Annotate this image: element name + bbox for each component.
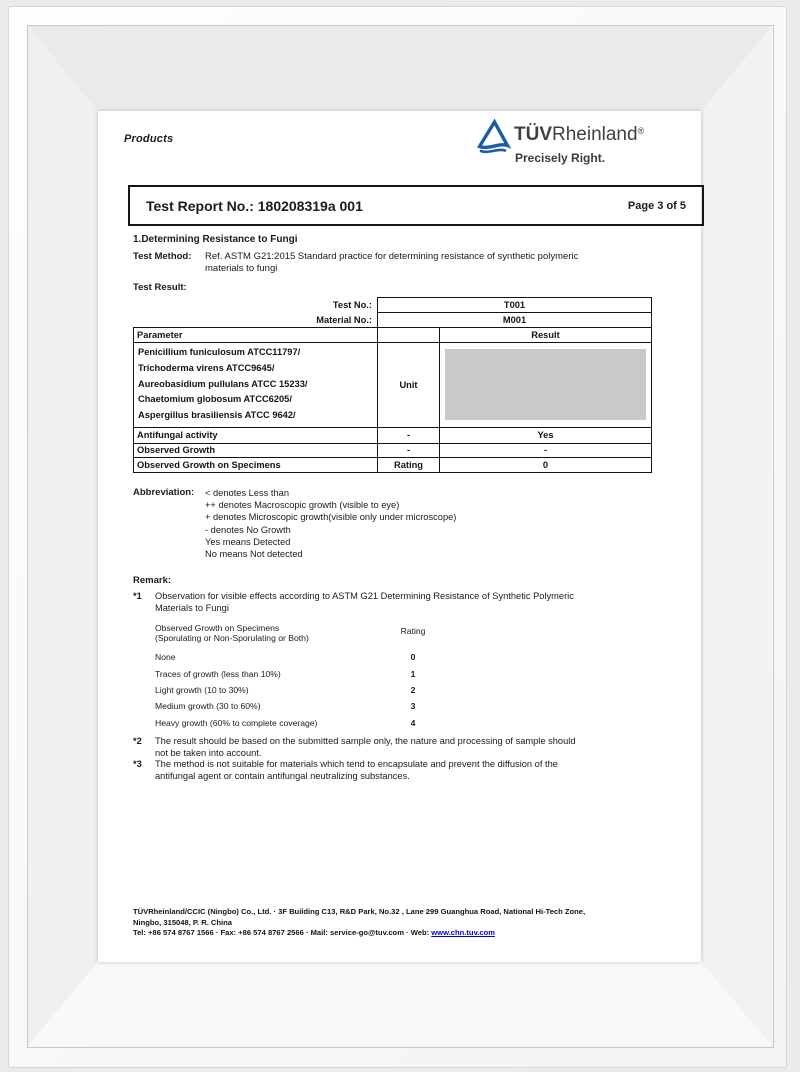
rating-row: Light growth (10 to 30%) 2	[155, 684, 416, 695]
footer-line-3: Tel: +86 574 8767 1566 · Fax: +86 574 8767 2566 · Mail: service-go@tuv.com · Web: www.chn.tuv.com	[133, 928, 495, 938]
rating-row: None 0	[155, 652, 416, 663]
fungi-row	[134, 343, 652, 428]
test-no-label: Test No.:	[332, 300, 372, 310]
redacted-result-box	[445, 349, 646, 420]
material-no-value: M001	[378, 313, 652, 328]
result-cell: 0	[440, 457, 652, 472]
test-result-label: Test Result:	[133, 282, 187, 293]
fungi-unit-cell: Unit	[378, 343, 440, 428]
table-row	[134, 298, 652, 313]
parameter-cell: Observed Growth on Specimens	[134, 457, 378, 472]
abbreviation-list	[205, 487, 456, 560]
table-row	[134, 427, 652, 443]
result-cell: -	[440, 443, 652, 457]
tuv-triangle-logo-icon	[474, 119, 512, 157]
footer-line-2: Ningbo, 315048, P. R. China	[133, 917, 233, 927]
section-heading: 1.Determining Resistance to Fungi	[133, 234, 298, 245]
footer-web-link[interactable]: www.chn.tuv.com	[431, 928, 495, 938]
unit-cell: Rating	[378, 457, 440, 472]
parameter-cell: Antifungal activity	[134, 427, 378, 443]
rating-row: Heavy growth (60% to complete coverage) 4	[155, 717, 416, 728]
rating-table	[155, 623, 455, 731]
result-table	[133, 297, 652, 473]
abbreviation-item: ++ denotes Macroscopic growth (visible to eye)	[205, 500, 400, 511]
tuv-brand-text	[514, 124, 644, 146]
test-no-value: T001	[378, 298, 652, 313]
test-method-label: Test Method:	[133, 251, 192, 262]
brand-tagline: Precisely Right.	[515, 151, 606, 165]
fungi-result-cell	[440, 343, 652, 428]
abbreviation-item: < denotes Less than	[205, 488, 289, 498]
remark-text: The method is not suitable for materials which tend to encapsulate and prevent the diffusion of the antifungal agent or contain antifungal neutralizing substances.	[155, 759, 558, 781]
unit-cell: -	[378, 443, 440, 457]
rating-table-header	[155, 623, 455, 643]
abbreviation-item: No means Not detected	[205, 549, 303, 560]
parameter-header: Parameter	[134, 328, 378, 343]
table-row	[134, 313, 652, 328]
result-cell: Yes	[440, 427, 652, 443]
remark-marker: *1	[133, 591, 142, 601]
rating-row: Medium growth (30 to 60%) 3	[155, 701, 416, 712]
picture-frame-bevel	[28, 26, 772, 1046]
brand-tuv: TÜV	[514, 124, 552, 145]
table-header-row	[134, 328, 652, 343]
mid-header	[378, 328, 440, 343]
abbreviation-label: Abbreviation:	[133, 487, 195, 498]
rating-col1-header: Observed Growth on Specimens (Sporulating or Non-Sporulating or Both)	[155, 623, 309, 643]
page-indicator: Page 3 of 5	[627, 199, 686, 212]
report-number-bar	[128, 185, 704, 226]
material-no-label: Material No.:	[316, 314, 372, 325]
rating-row: Traces of growth (less than 10%) 1	[155, 668, 416, 679]
abbreviation-item: - denotes No Growth	[205, 524, 291, 535]
remark-text: The result should be based on the submitted sample only, the nature and processing of sample should not be taken into account.	[155, 736, 576, 758]
table-row	[134, 443, 652, 457]
remark-marker: *2	[133, 736, 142, 746]
registered-mark: ®	[637, 126, 645, 136]
result-header: Result	[440, 328, 652, 343]
footer-line-1: TÜVRheinland/CCIC (Ningbo) Co., Ltd. · 3F Building C13, R&D Park, No.32 , Lane 299 Guanghua Road, National Hi-Tech Zone,	[133, 907, 586, 916]
abbreviation-item: + denotes Microscopic growth(visible only under microscope)	[205, 512, 457, 523]
parameter-cell: Observed Growth	[134, 443, 378, 457]
remark-marker: *3	[133, 759, 142, 769]
brand-rheinland: Rheinland	[552, 124, 638, 145]
table-row	[134, 457, 652, 472]
test-method-text: Ref. ASTM G21:2015 Standard practice for determining resistance of synthetic polymeric materials to fungi	[205, 251, 579, 274]
report-number: Test Report No.: 180208319a 001	[146, 197, 363, 214]
footer-address-block	[133, 907, 673, 939]
abbreviation-item: Yes means Detected	[205, 536, 291, 547]
unit-cell: -	[378, 427, 440, 443]
products-label: Products	[124, 133, 174, 145]
fungi-list: Penicillium funiculosum ATCC11797/ Trichoderma virens ATCC9645/ Aureobasidium pullulans ATCC 15233/ Chaetomium globosum ATCC6205/ Aspergillus brasiliensis ATCC 9642/	[134, 343, 378, 428]
remark-label: Remark:	[133, 575, 172, 586]
rating-col2-header: Rating	[400, 626, 426, 636]
remark-text: Observation for visible effects according to ASTM G21 Determining Resistance of Synthetic Polymeric Materials to Fungi	[155, 591, 574, 613]
test-report-page	[98, 111, 701, 962]
